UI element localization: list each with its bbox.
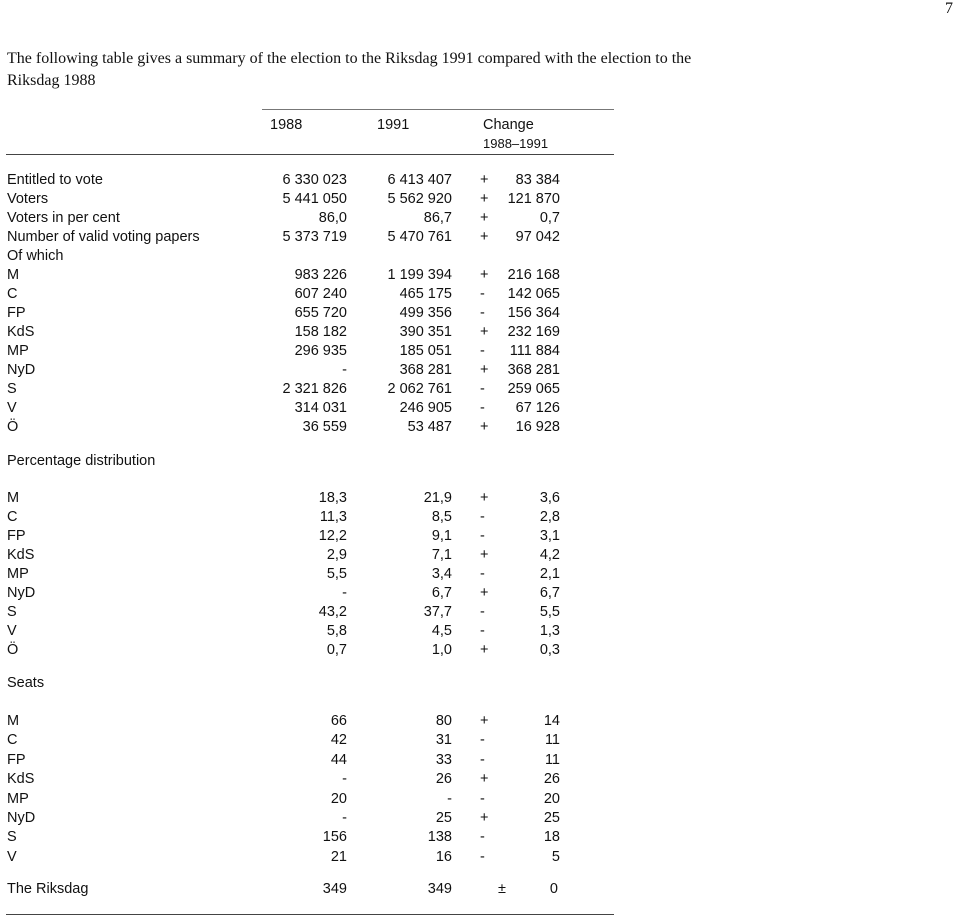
change-value: 0 [549,881,558,897]
row-label: Of which [7,248,64,264]
value-1991: 8,5 [431,509,452,525]
row-label: S [7,604,17,620]
table-row [0,323,960,342]
change-value: 2,1 [539,566,560,582]
table-row [0,228,960,247]
value-1988: 5,5 [326,566,347,582]
value-1991: 499 356 [399,305,452,321]
change-value: 111 884 [509,343,560,359]
change-value: 67 126 [515,400,560,416]
column-subheader-row [0,134,960,153]
value-1988: 43,2 [318,604,347,620]
change-sign: - [480,305,485,321]
change-value: 3,1 [539,528,560,544]
change-sign: - [480,829,485,846]
row-label: Ö [7,642,19,658]
table-row [0,304,960,323]
change-sign: + [480,490,489,506]
value-1988: - [342,585,347,601]
row-label: C [7,732,18,749]
table-row [0,508,960,527]
change-sign: + [480,771,489,788]
change-sign: + [480,810,489,826]
change-sign: + [480,362,489,378]
change-value: 11 [544,751,560,768]
change-sign: - [480,732,485,749]
row-label: KdS [7,547,35,563]
row-label: M [7,490,20,506]
header-bottom-rule [6,154,614,155]
row-label: MP [7,790,29,807]
table-row [0,809,960,828]
value-1991: 246 905 [399,400,452,416]
value-1991: 26 [435,771,452,788]
value-1988: 86,0 [318,210,347,226]
value-1988: 607 240 [294,286,347,302]
change-sign: + [480,267,489,283]
change-sign: + [480,172,489,188]
total-row [0,880,960,899]
value-1988: 349 [322,881,347,897]
value-1988: 12,2 [318,528,347,544]
change-value: 216 168 [507,267,560,283]
row-label: V [7,848,17,865]
value-1988: 5 441 050 [282,191,347,207]
row-label: Voters in per cent [7,210,120,226]
change-value: 156 364 [507,305,560,321]
table-row [0,418,960,437]
change-value: 83 384 [515,172,560,188]
table-row [0,828,960,847]
table-row [0,546,960,565]
change-value: 18 [543,829,560,846]
change-value: 142 065 [507,286,560,302]
value-1988: 158 182 [294,324,347,340]
table-row [0,190,960,209]
value-1991: 16 [435,848,452,865]
row-label: C [7,509,18,525]
value-1991: 5 562 920 [387,191,452,207]
change-sign: + [480,210,489,226]
value-1991: 1 199 394 [387,267,452,283]
change-value: 121 870 [507,191,560,207]
change-value: 259 065 [507,381,560,397]
row-label: KdS [7,771,35,788]
change-value: 6,7 [539,585,560,601]
table-row [0,361,960,380]
value-1991: 86,7 [423,210,452,226]
value-1988: 44 [330,751,347,768]
change-sign: + [480,547,489,563]
row-label: S [7,829,17,846]
row-label: V [7,623,17,639]
value-1988: 66 [330,713,347,729]
row-label: C [7,286,18,302]
change-sign: + [480,713,489,729]
value-1988: 0,7 [326,642,347,658]
change-sign: - [480,790,485,807]
change-sign: - [480,381,485,397]
value-1988: 156 [322,829,347,846]
value-1991: 349 [427,881,452,897]
table-row [0,584,960,603]
value-1988: - [342,362,347,378]
row-label: S [7,381,17,397]
value-1988: 314 031 [294,400,347,416]
table-row [0,380,960,399]
page-number: 7 [945,0,953,17]
value-1991: 31 [435,732,452,749]
change-sign: - [480,400,485,416]
table-row [0,770,960,789]
value-1988: 5 373 719 [282,229,347,245]
value-1988: 296 935 [294,343,347,359]
value-1991: 6,7 [431,585,452,601]
value-1988: 5,8 [326,623,347,639]
change-value: 3,6 [539,490,560,506]
table-row [0,247,960,266]
change-sign: - [480,343,485,359]
change-value: 26 [543,771,560,788]
value-1991: 9,1 [431,528,452,544]
value-1988: 20 [330,790,347,807]
value-1991: - [447,790,452,807]
value-1988: 42 [330,732,347,749]
value-1991: 80 [435,713,452,729]
value-1991: 21,9 [423,490,452,506]
table-row [0,527,960,546]
intro-paragraph: The following table gives a summary of the election to the Riksdag 1991 compared with the election to the Riksdag 1988 [7,50,692,89]
table-row [0,712,960,731]
change-sign: - [480,509,485,525]
value-1991: 185 051 [399,343,452,359]
value-1991: 33 [435,751,452,768]
value-1988: - [342,810,347,826]
value-1991: 2 062 761 [387,381,452,397]
value-1988: 18,3 [318,490,347,506]
table-row [0,603,960,622]
change-value: 2,8 [539,509,560,525]
change-value: 11 [544,732,560,749]
value-1991: 4,5 [431,623,452,639]
change-sign: - [480,566,485,582]
change-value: 0,7 [539,210,560,226]
header-change: Change [483,117,534,133]
table-row [0,641,960,660]
change-sign: + [480,585,489,601]
change-value: 368 281 [507,362,560,378]
change-sign: - [480,751,485,768]
table-row [0,342,960,361]
value-1988: 6 330 023 [282,172,347,188]
change-sign: + [480,419,489,435]
value-1988: - [342,771,347,788]
value-1988: 2 321 826 [282,381,347,397]
table-row [0,751,960,770]
row-label: Number of valid voting papers [7,229,200,245]
change-sign: + [480,191,489,207]
row-label: The Riksdag [7,881,89,897]
header-change-period: 1988–1991 [483,136,549,151]
value-1991: 5 470 761 [387,229,452,245]
value-1991: 7,1 [431,547,452,563]
change-value: 25 [543,810,560,826]
value-1991: 25 [435,810,452,826]
value-1988: 655 720 [294,305,347,321]
table-top-rule [262,109,614,110]
row-label: NyD [7,362,36,378]
row-label: FP [7,528,26,544]
row-label: MP [7,566,29,582]
table-row [0,266,960,285]
table-row [0,171,960,190]
section-heading-text: Percentage distribution [7,453,156,469]
change-value: 5 [551,848,560,865]
header-1991: 1991 [377,117,410,133]
row-label: Entitled to vote [7,172,103,188]
section-heading-seats [0,674,960,693]
table-row [0,285,960,304]
change-sign: - [480,286,485,302]
row-label: FP [7,751,26,768]
value-1991: 390 351 [399,324,452,340]
row-label: MP [7,343,29,359]
value-1988: 36 559 [302,419,347,435]
change-value: 232 169 [507,324,560,340]
table-row [0,399,960,418]
value-1988: 2,9 [326,547,347,563]
row-label: Voters [7,191,49,207]
value-1991: 37,7 [423,604,452,620]
value-1991: 138 [427,829,452,846]
change-value: 20 [543,790,560,807]
table-row [0,848,960,867]
section-heading-percentage [0,452,960,471]
value-1991: 3,4 [431,566,452,582]
section-heading-text: Seats [7,675,45,691]
table-bottom-rule [6,914,614,915]
table-row [0,790,960,809]
value-1988: 21 [330,848,347,865]
row-label: V [7,400,17,416]
change-sign: + [480,229,489,245]
row-label: KdS [7,324,35,340]
header-1988: 1988 [270,117,303,133]
table-row [0,565,960,584]
change-sign: ± [498,881,506,897]
value-1991: 6 413 407 [387,172,452,188]
value-1988: 983 226 [294,267,347,283]
table-row [0,489,960,508]
row-label: M [7,713,20,729]
value-1988: 11,3 [319,509,347,525]
row-label: FP [7,305,26,321]
change-value: 0,3 [539,642,560,658]
value-1991: 465 175 [399,286,452,302]
change-value: 14 [543,713,560,729]
value-1991: 53 487 [407,419,452,435]
row-label: Ö [7,419,19,435]
column-header-row [0,116,960,135]
change-sign: + [480,324,489,340]
value-1991: 1,0 [431,642,452,658]
row-label: M [7,267,20,283]
value-1991: 368 281 [399,362,452,378]
table-row [0,622,960,641]
change-value: 4,2 [539,547,560,563]
change-value: 1,3 [539,623,560,639]
change-value: 5,5 [539,604,560,620]
change-sign: - [480,623,485,639]
row-label: NyD [7,810,36,826]
table-row [0,731,960,750]
table-row [0,209,960,228]
change-value: 97 042 [515,229,560,245]
change-sign: - [480,604,485,620]
change-sign: + [480,642,489,658]
change-value: 16 928 [515,419,560,435]
row-label: NyD [7,585,36,601]
change-sign: - [480,528,485,544]
change-sign: - [480,848,485,865]
